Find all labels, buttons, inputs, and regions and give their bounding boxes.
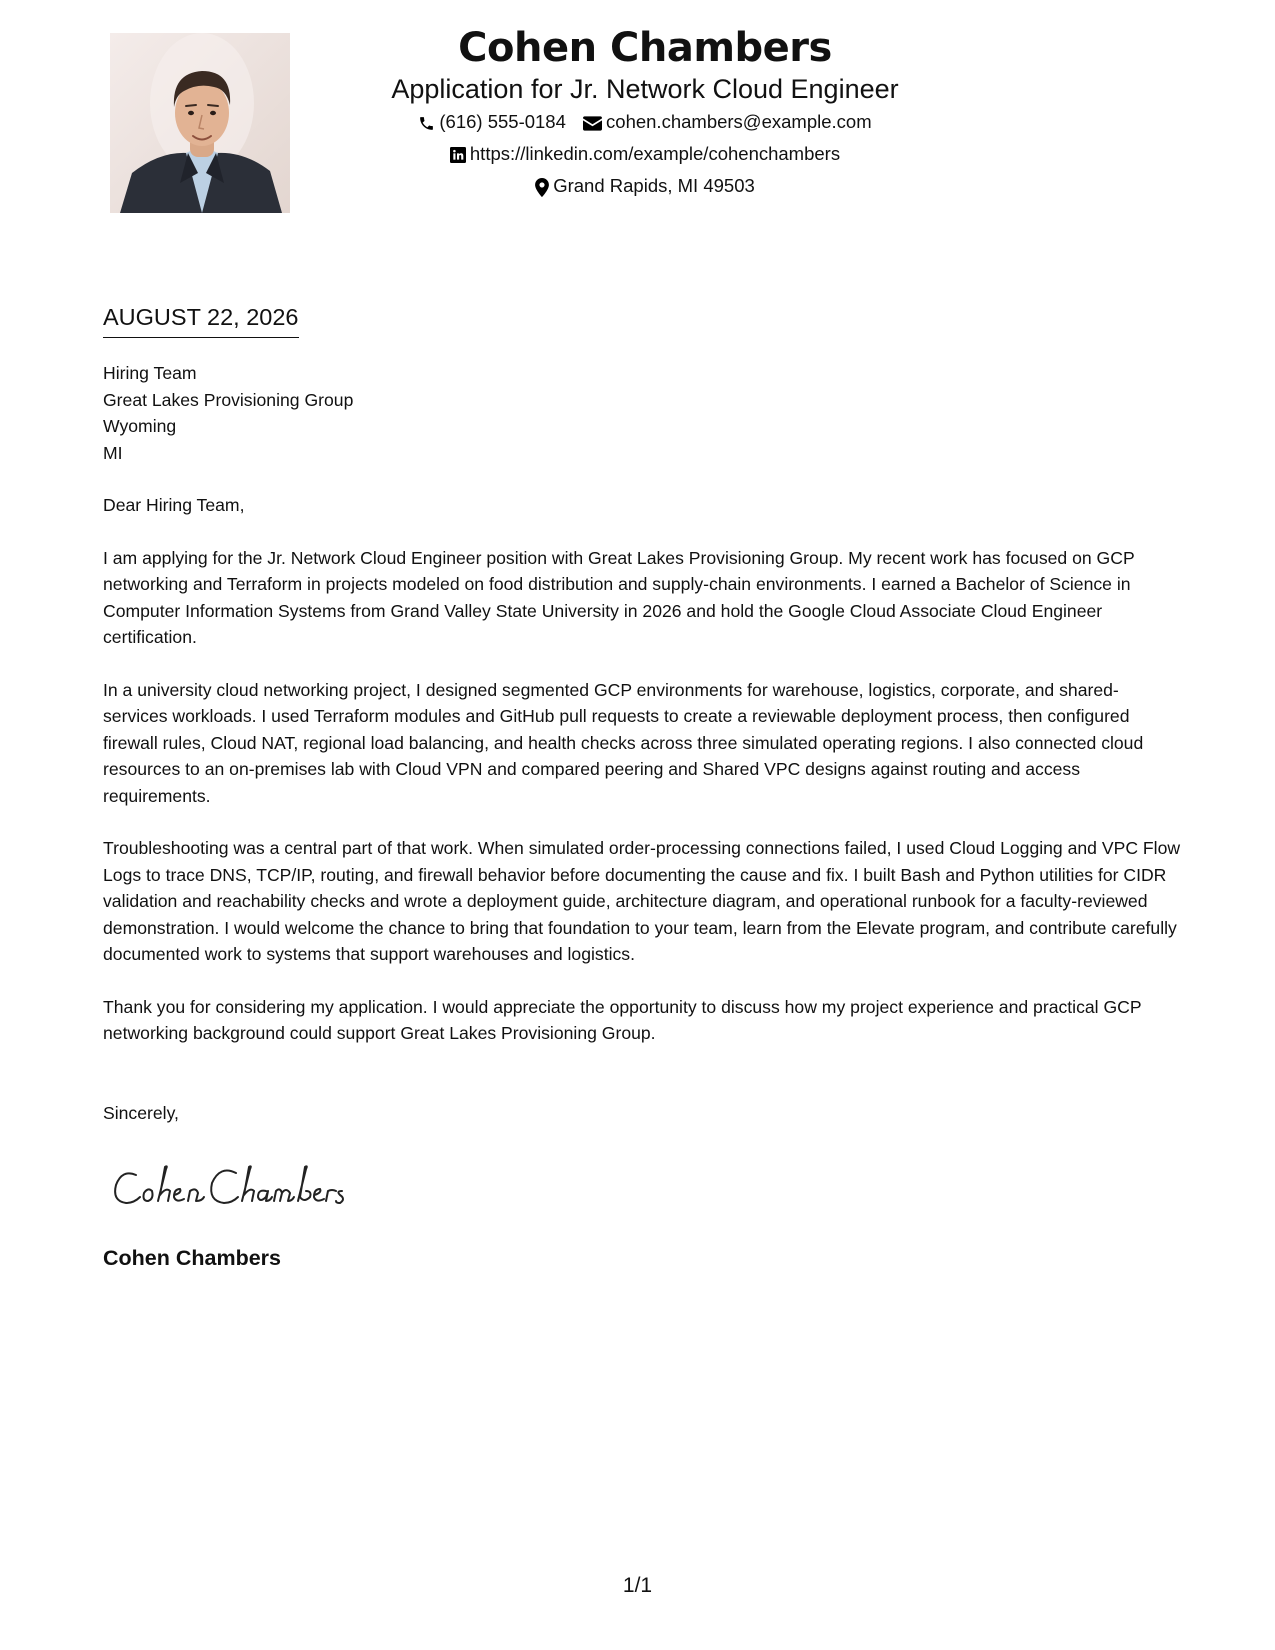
recipient-line: Great Lakes Provisioning Group [103, 389, 354, 410]
phone-icon [418, 106, 435, 138]
letter-body [103, 360, 1183, 1047]
body-paragraph: I am applying for the Jr. Network Cloud Engineer position with Great Lakes Provisioning Group. My recent work has focused on GCP networking and Terraform in projects modeled on food distribution and supply-chain environments. I earned a Bachelor of Science in Computer Information Systems from Grand Valley State University in 2026 and hold the Google Cloud Associate Cloud Engineer certification. [103, 547, 1135, 647]
recipient-line: Hiring Team [103, 363, 197, 383]
contact-line-1 [330, 106, 960, 138]
salutation: Dear Hiring Team, [103, 495, 245, 515]
phone-number: (616) 555-0184 [439, 111, 566, 132]
recipient-line: Wyoming [103, 416, 177, 436]
body-paragraph: Troubleshooting was a central part of that work. When simulated order-processing connections failed, I used Cloud Logging and VPC Flow Logs to trace DNS, TCP/IP, routing, and firewall behavior before documenting the cause and fix. I built Bash and Python utilities for CIDR validation and reachability checks and wrote a deployment guide, architecture diagram, and operational runbook for a faculty-reviewed demonstration. I would welcome the chance to bring that foundation to your team, learn from the Elevate program, and contribute carefully documented work to systems that support warehouses and logistics. [103, 838, 1181, 964]
map-pin-icon [535, 170, 549, 202]
handwritten-signature [108, 1155, 358, 1230]
application-title: Application for Jr. Network Cloud Engineer [391, 74, 899, 104]
location-contact [535, 170, 755, 202]
email-address[interactable]: cohen.chambers@example.com [606, 111, 872, 132]
envelope-icon [583, 106, 602, 138]
letter-date: AUGUST 22, 2026 [103, 300, 299, 338]
email-contact[interactable] [583, 106, 872, 138]
applicant-name: Cohen Chambers [458, 25, 832, 71]
recipient-block [103, 360, 1183, 466]
body-paragraph: In a university cloud networking project, I designed segmented GCP environments for warehouse, logistics, corporate, and shared-services workloads. I used Terraform modules and GitHub pull requests to create a reviewable deployment process, then configured firewall rules, Cloud NAT, regional load balancing, and health checks across three simulated operating regions. I also connected cloud resources to an on-premises lab with Cloud VPN and compared peering and Shared VPC designs against routing and access requirements. [103, 679, 1144, 806]
body-paragraph: Thank you for considering my application. I would appreciate the opportunity to discuss how my project experience and practical GCP networking background could support Great Lakes Provisioning Group. [103, 996, 1142, 1043]
linkedin-url[interactable]: https://linkedin.com/example/cohenchambers [469, 143, 841, 164]
profile-photo [110, 33, 290, 213]
recipient-line: MI [103, 442, 123, 463]
phone-contact [418, 106, 566, 138]
contact-line-3 [330, 170, 960, 202]
signer-name: Cohen Chambers [103, 1246, 282, 1270]
linkedin-contact[interactable] [450, 138, 840, 170]
location-text: Grand Rapids, MI 49503 [553, 175, 755, 196]
contact-line-2 [330, 138, 960, 170]
letter-header [330, 22, 960, 202]
closing: Sincerely, [103, 1103, 179, 1123]
page-number: 1/1 [622, 1574, 653, 1597]
linkedin-icon [450, 138, 466, 170]
